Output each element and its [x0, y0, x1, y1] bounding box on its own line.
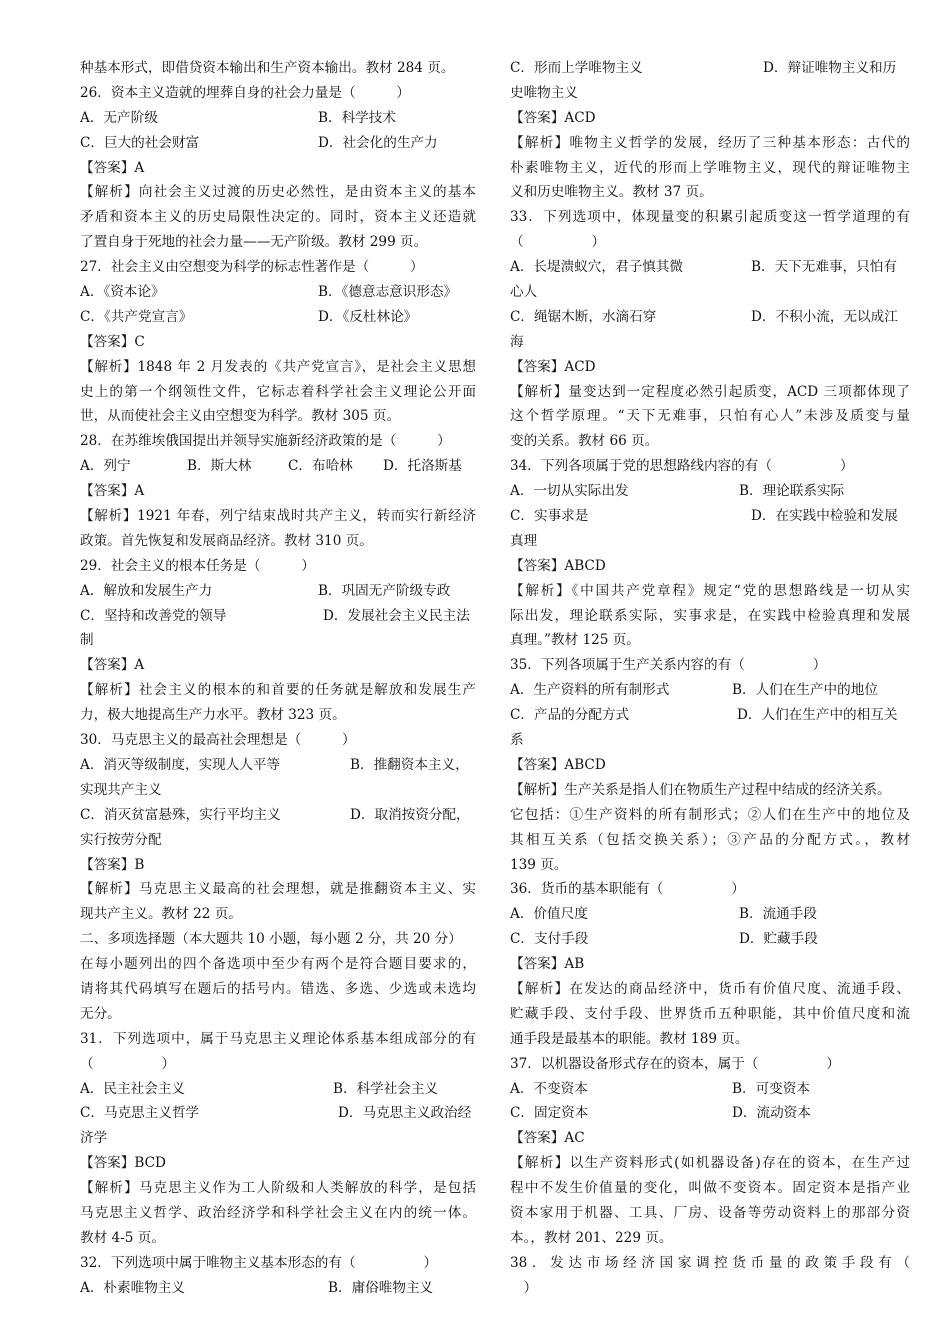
text-line: 【答案】A: [80, 159, 145, 176]
option-text: A．长堤溃蚁穴，君子慎其微: [510, 259, 683, 276]
text-line: 35．下列各项属于生产关系内容的有（ ）: [510, 657, 827, 674]
text-line: 30．马克思主义的最高社会理想是（ ）: [80, 732, 356, 749]
text-line: 马克思主义哲学、政治经济学和科学社会主义在内的统一体。: [80, 1204, 476, 1221]
text-line: 济学: [80, 1130, 108, 1147]
option-text: D．取消按资分配，: [350, 806, 470, 823]
text-line: 26．资本主义造就的埋葬自身的社会力量是（ ）: [80, 84, 410, 101]
text-line: 际出发，理论联系实际，实事求是，在实践中检验真理和发展: [510, 607, 910, 624]
text-line: 真理。”教材 125 页。: [510, 632, 640, 649]
option-row: [80, 131, 476, 156]
option-text: B．科学技术: [318, 109, 396, 126]
text-line: 制: [80, 632, 94, 649]
option-text: A．价值尺度: [510, 906, 588, 923]
option-text: C．坚持和改善党的领导: [80, 607, 227, 624]
text-line: 资本家用于机器、工具、厂房、设备等劳动资料上的那部分资: [510, 1204, 910, 1221]
text-line: 27．社会主义由空想变为科学的标志性著作是（ ）: [80, 259, 424, 276]
text-line: 28．在苏维埃俄国提出并领导实施新经济政策的是（ ）: [80, 433, 451, 450]
option-text: B．天下无难事，只怕有: [751, 259, 897, 276]
option-text: D．贮藏手段: [739, 931, 818, 948]
text-line: 37．以机器设备形式存在的资本，属于（ ）: [510, 1055, 840, 1072]
option-row: [80, 1101, 476, 1126]
text-line: 程中不发生价值量的变化，叫做不变资本。固定资本是指产业: [510, 1180, 910, 1197]
text-line: 【答案】A: [80, 483, 145, 500]
option-text: D．人们在生产中的相互关: [737, 707, 898, 724]
text-line: 【答案】ACD: [510, 358, 596, 375]
text-line: 教材 4-5 页。: [80, 1229, 165, 1246]
text-line: 33．下列选项中，体现量变的积累引起质变这一哲学道理的有: [510, 209, 910, 226]
text-line: 【解析】马克思主义最高的社会理想，就是推翻资本主义、实: [80, 881, 476, 898]
option-row: [80, 305, 476, 330]
text-line: 34．下列各项属于党的思想路线内容的有（ ）: [510, 458, 854, 475]
right-column: [510, 56, 910, 1301]
text-line: 【答案】ABCD: [510, 557, 606, 574]
option-row: [510, 927, 910, 952]
text-line: 政策。首先恢复和发展商品经济。教材 310 页。: [80, 532, 373, 549]
option-row: [510, 703, 910, 728]
text-line: 【解析】社会主义的根本的和首要的任务就是解放和发展生产: [80, 682, 476, 699]
option-text: A．生产资料的所有制形式: [510, 682, 670, 699]
text-line: 【答案】A: [80, 657, 145, 674]
text-line: 【答案】C: [80, 333, 145, 350]
option-text: A．朴素唯物主义: [80, 1279, 185, 1296]
text-line: 朴素唯物主义，近代的形而上学唯物主义，现代的辩证唯物主: [510, 159, 910, 176]
option-text: C．巨大的社会财富: [80, 134, 200, 151]
text-line: 史上的第一个纲领性文件，它标志着科学社会主义理论公开面: [80, 383, 476, 400]
option-text: A．消灭等级制度，实现人人平等: [80, 756, 281, 773]
option-text: A．不变资本: [510, 1080, 588, 1097]
option-row: [80, 1276, 476, 1301]
option-text: D．不积小流，无以成江: [751, 308, 898, 325]
option-row: [510, 1077, 910, 1102]
text-line: 贮藏手段、支付手段、世界货币五种职能，其中价值尺度和流: [510, 1005, 910, 1022]
text-line: 心人: [510, 284, 538, 301]
text-line: 现共产主义。教材 22 页。: [80, 906, 242, 923]
text-line: 无分。: [80, 1005, 121, 1022]
text-line: 实现共产主义: [80, 781, 162, 798]
text-line: 本。，教材 201、229 页。: [510, 1229, 673, 1246]
text-line: 38．发达市场经济国家调控货币量的政策手段有（: [510, 1254, 910, 1271]
text-line: 义和历史唯物主义。教材 37 页。: [510, 184, 713, 201]
text-line: 二、多项选择题（本大题共 10 小题，每小题 2 分，共 20 分）: [80, 931, 462, 948]
option-text: D．《反杜林论》: [318, 308, 418, 325]
option-text: C．实事求是: [510, 508, 589, 525]
option-row: [80, 604, 476, 629]
text-line: 海: [510, 333, 524, 350]
option-text: C．产品的分配方式: [510, 707, 630, 724]
option-text: D．马克思主义政治经: [338, 1105, 472, 1122]
option-text: C．形而上学唯物主义: [510, 60, 643, 76]
option-text: B．人们在生产中的地位: [732, 682, 878, 699]
text-line: 矛盾和资本主义的历史局限性决定的。同时，资本主义还造就: [80, 209, 476, 226]
text-line: 36．货币的基本职能有（ ）: [510, 881, 745, 898]
option-text: B．斯大林: [187, 458, 252, 475]
option-text: A．民主社会主义: [80, 1080, 185, 1097]
option-text: B．流通手段: [739, 906, 817, 923]
option-row: [80, 280, 476, 305]
text-line: 【答案】ACD: [510, 109, 596, 126]
option-text: D．流动资本: [732, 1105, 811, 1122]
text-line: 这个哲学原理。“天下无难事，只怕有心人”未涉及质变与量: [510, 408, 910, 425]
option-row: [510, 255, 910, 280]
text-line: 【解析】量变达到一定程度必然引起质变，ACD 三项都体现了: [510, 383, 910, 400]
option-row: [80, 454, 476, 479]
option-text: A．解放和发展生产力: [80, 582, 213, 599]
option-text: B．《德意志意识形态》: [318, 284, 458, 301]
text-line: 了置自身于死地的社会力量——无产阶级。教材 299 页。: [80, 234, 428, 251]
option-text: C．《共产党宣言》: [80, 308, 193, 325]
text-line: 史唯物主义: [510, 84, 578, 101]
option-row: [510, 902, 910, 927]
text-line: 其相互关系（包括交换关系）；③产品的分配方式。，教材: [510, 831, 910, 848]
text-line: 【解析】《中国共产党章程》规定“党的思想路线是一切从实: [510, 582, 910, 599]
option-row: [80, 106, 476, 131]
text-line: 【答案】ABCD: [510, 756, 606, 773]
text-line: 【答案】BCD: [80, 1155, 166, 1172]
option-row: [510, 56, 910, 81]
option-row: [80, 579, 476, 604]
text-line: 在每小题列出的四个备选项中至少有两个是符合题目要求的，: [80, 956, 476, 973]
text-line: 【解析】向社会主义过渡的历史必然性，是由资本主义的基本: [80, 184, 476, 201]
text-line: 【答案】AC: [510, 1130, 585, 1147]
option-text: C．布哈林: [288, 458, 353, 475]
text-line: 变的关系。教材 66 页。: [510, 433, 659, 450]
option-text: D．发展社会主义民主法: [323, 607, 470, 624]
text-line: 种基本形式，即借贷资本输出和生产资本输出。教材 284 页。: [80, 60, 455, 76]
option-row: [510, 305, 910, 330]
option-row: [80, 753, 476, 778]
text-line: 31．下列选项中，属于马克思主义理论体系基本组成部分的有: [80, 1030, 476, 1047]
text-line: 世，从而使社会主义由空想变为科学。教材 305 页。: [80, 408, 401, 425]
option-text: B．庸俗唯物主义: [328, 1279, 434, 1296]
option-row: [510, 678, 910, 703]
option-text: C．绳锯木断，水滴石穿: [510, 308, 657, 325]
option-text: A．一切从实际出发: [510, 483, 629, 500]
option-text: B．可变资本: [732, 1080, 810, 1097]
text-line: ）: [510, 1279, 538, 1296]
text-line: 【解析】以生产资料形式(如机器设备)存在的资本，在生产过: [510, 1155, 910, 1172]
option-text: A．无产阶级: [80, 109, 158, 126]
option-text: D．辩证唯物主义和历: [763, 60, 897, 76]
option-text: B．推翻资本主义，: [350, 756, 469, 773]
text-line: 请将其代码填写在题后的括号内。错选、多选、少选或未选均: [80, 980, 476, 997]
option-text: C．马克思主义哲学: [80, 1105, 200, 1122]
text-line: 真理: [510, 532, 538, 549]
text-line: 它包括：①生产资料的所有制形式；②人们在生产中的地位及: [510, 806, 910, 823]
option-text: B．巩固无产阶级专政: [318, 582, 451, 599]
option-text: A．列宁: [80, 458, 131, 475]
option-text: C．固定资本: [510, 1105, 589, 1122]
option-text: B．科学社会主义: [333, 1080, 439, 1097]
option-row: [510, 504, 910, 529]
option-text: B．理论联系实际: [739, 483, 845, 500]
text-line: 29．社会主义的根本任务是（ ）: [80, 557, 315, 574]
option-row: [510, 479, 910, 504]
option-text: C．消灭贫富悬殊，实行平均主义: [80, 806, 281, 823]
option-row: [80, 803, 476, 828]
text-line: 【解析】1848 年 2 月发表的《共产党宣言》，是社会主义思想: [80, 358, 476, 375]
text-line: （ ）: [510, 234, 606, 251]
text-line: 【答案】AB: [510, 956, 585, 973]
text-line: 系: [510, 732, 524, 749]
left-column: [80, 56, 476, 1301]
text-line: 32．下列选项中属于唯物主义基本形态的有（ ）: [80, 1254, 438, 1271]
option-text: A．《资本论》: [80, 284, 165, 301]
text-line: （ ）: [80, 1055, 176, 1072]
text-line: 【解析】马克思主义作为工人阶级和人类解放的科学，是包括: [80, 1180, 476, 1197]
option-text: C．支付手段: [510, 931, 589, 948]
option-text: D．在实践中检验和发展: [751, 508, 898, 525]
text-line: 【解析】1921 年春，列宁结束战时共产主义，转而实行新经济: [80, 508, 476, 525]
text-line: 【解析】在发达的商品经济中，货币有价值尺度、流通手段、: [510, 980, 910, 997]
text-line: 139 页。: [510, 856, 568, 873]
option-text: D．社会化的生产力: [318, 134, 438, 151]
text-line: 通手段是最基本的职能。教材 189 页。: [510, 1030, 749, 1047]
option-row: [510, 1101, 910, 1126]
option-text: D．托洛斯基: [383, 458, 462, 475]
text-line: 【解析】唯物主义哲学的发展，经历了三种基本形态：古代的: [510, 134, 910, 151]
text-line: 实行按劳分配: [80, 831, 162, 848]
text-line: 【答案】B: [80, 856, 145, 873]
text-line: 【解析】生产关系是指人们在物质生产过程中结成的经济关系。: [510, 781, 891, 798]
option-row: [80, 1077, 476, 1102]
text-line: 力，极大地提高生产力水平。教材 323 页。: [80, 707, 346, 724]
